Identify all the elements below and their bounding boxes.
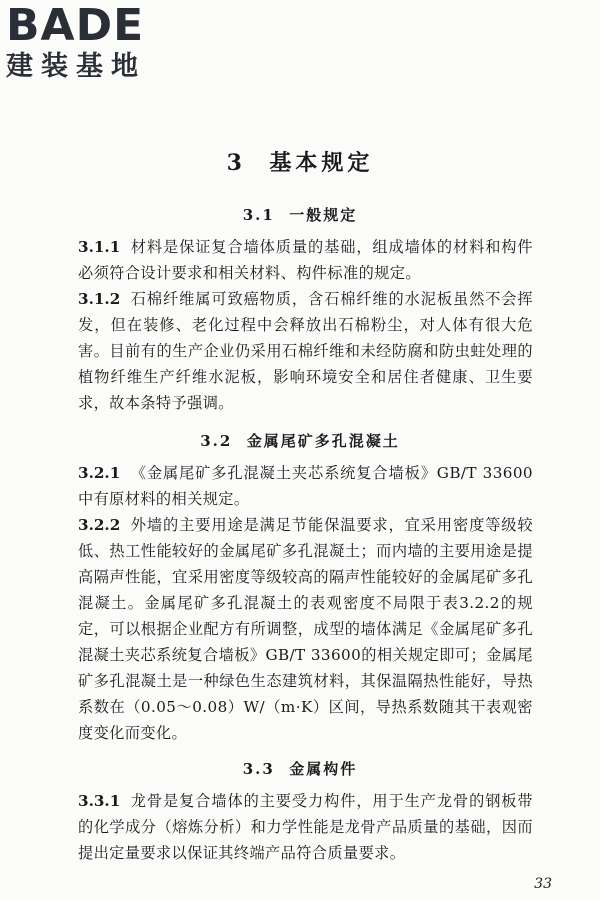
page-number: 33	[534, 876, 552, 892]
clause-3-1-2: 3.1.2 石棉纤维属可致癌物质，含石棉纤维的水泥板虽然不会挥发，但在装修、老化过程中会释放出石棉粉尘，对人体有很大危害。目前有的生产企业仍采用石棉纤维和未经防腐和防虫蛀处理的植物纤维生产纤维水泥板，影响环境安全和居住者健康、卫生要求，故本条特予强调。	[78, 290, 533, 412]
section-heading-3-2: 3.2 金属尾矿多孔混凝土	[200, 432, 400, 450]
section-heading-3-3: 3.3 金属构件	[242, 760, 358, 778]
clause-3-2-1: 3.2.1 《金属尾矿多孔混凝土夹芯系统复合墙板》GB/T 33600中有原材料的相关规定。	[78, 464, 533, 508]
watermark-subtitle: 建装基地	[6, 51, 146, 82]
chapter-title: 基本规定	[269, 150, 374, 176]
watermark-brand: BADE	[6, 0, 145, 51]
bade-watermark-logo	[6, 2, 181, 82]
clause-3-1-1: 3.1.1 材料是保证复合墙体质量的基础，组成墙体的材料和构件必须符合设计要求和相关材料、构件标准的规定。	[78, 238, 533, 282]
clause-3-3-1: 3.3.1 龙骨是复合墙体的主要受力构件，用于生产龙骨的钢板带的化学成分（熔炼分析）和力学性能是龙骨产品质量的基础，因而提出定量要求以保证其终端产品符合质量要求。	[78, 792, 533, 862]
chapter-number: 3	[226, 150, 246, 176]
clause-3-2-2: 3.2.2 外墙的主要用途是满足节能保温要求，宜采用密度等级较低、热工性能较好的金属尾矿多孔混凝土；而内墙的主要用途是提高隔声性能，宜采用密度等级较高的隔声性能较好的金属尾矿多孔混凝土。金属尾矿多孔混凝土的表观密度不局限于表3.2.2的规定，可以根据企业配方有所调整，成型的墙体满足《金属尾矿多孔混凝土夹芯系统复合墙板》GB/T 33600的相关规定即可；金属尾矿多孔混凝土是一种绿色生态建筑材料，其保温隔热性能好，导热系数在（0.05～0.08）W/（m·K）区间，导热系数随其干表观密度变化而变化。	[78, 516, 533, 742]
chapter-heading	[0, 146, 600, 177]
section-heading-3-1: 3.1 一般规定	[242, 206, 358, 224]
